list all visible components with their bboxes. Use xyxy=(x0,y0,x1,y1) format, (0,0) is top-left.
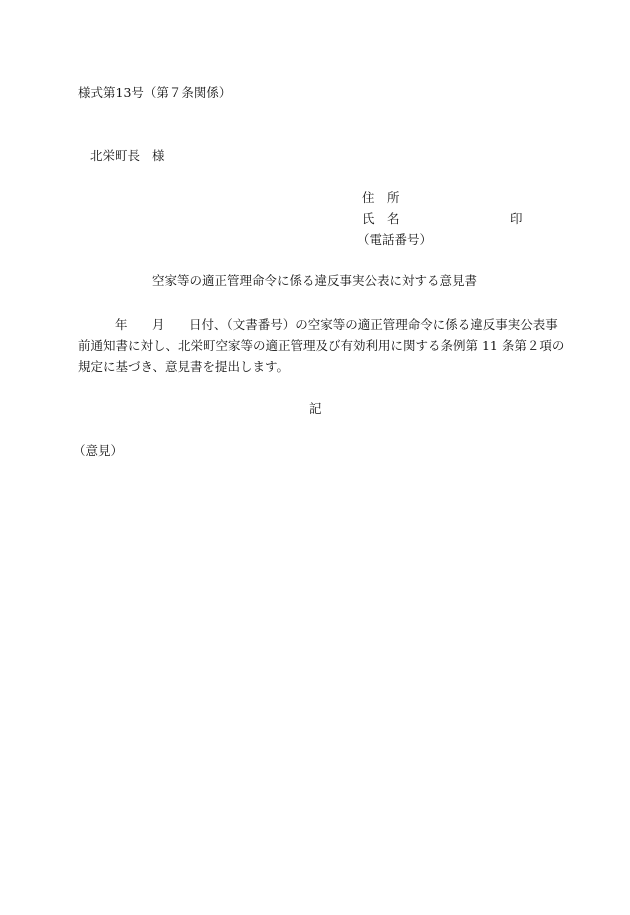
body-line-3: 規定に基づき、意見書を提出します。 xyxy=(78,359,290,374)
ki-heading: 記 xyxy=(309,401,322,416)
phone-label: （電話番号） xyxy=(357,232,433,247)
document-title: 空家等の適正管理命令に係る違反事実公表に対する意見書 xyxy=(152,273,478,288)
addressee-name: 北栄町長 xyxy=(90,148,141,163)
addressee-honorific: 様 xyxy=(152,148,165,163)
seal-mark: 印 xyxy=(510,211,523,226)
name-label: 氏 名 xyxy=(362,211,400,226)
address-label: 住 所 xyxy=(362,190,400,205)
opinion-label: （意見） xyxy=(73,443,124,458)
body-line-1: 日付、（文書番号）の空家等の適正管理命令に係る違反事実公表事 xyxy=(189,317,558,332)
body-month: 月 xyxy=(152,317,165,332)
body-line-2: 前通知書に対し、北栄町空家等の適正管理及び有効利用に関する条例第 11 条第２項の xyxy=(78,338,565,353)
body-year: 年 xyxy=(115,317,128,332)
form-number: 様式第13号（第７条関係） xyxy=(78,85,232,100)
